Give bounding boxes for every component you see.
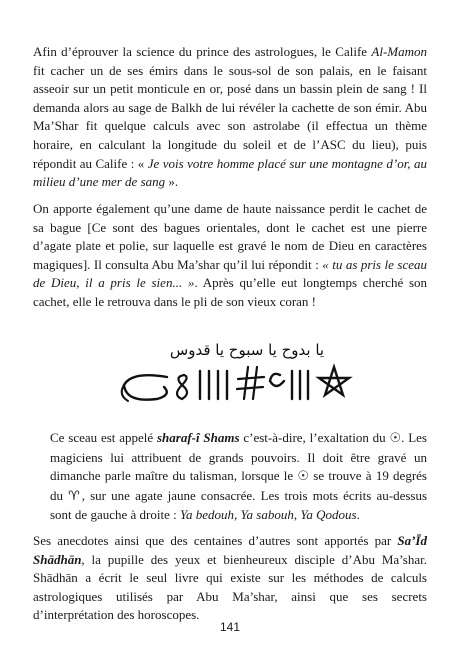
text-run: Afin d’éprouver la science du prince des astrologues, le Calife [33, 44, 372, 59]
paragraph-al-mamon-anecdote [33, 43, 427, 192]
text-run: . [356, 507, 360, 523]
page-number: 141 [219, 620, 241, 634]
italic-quote: « tu as pris le sceau de Dieu, il a pris le sien... » [33, 256, 427, 291]
text-run: . Après qu’elle eut longtemps cherché son cachet, elle le retrouva dans le pli de son vieux coran ! [33, 275, 428, 309]
sun-symbol-icon: ☉ [389, 431, 402, 446]
seal-figure [112, 337, 358, 409]
text-run: , la pupille des yeux et bienheureux disciple d’Abu Ma’shar. Shādhān a écrit le seul livre qui existe sur les méthodes de calculs astrologiques utilisés par Abu Ma’shar, ainsi que ses secrets d’interprétation des horoscopes. [33, 551, 427, 623]
text-run: , sur une agate jaune consacrée. Les trois mots écrits au-dessus sont de gauche à droite : [50, 487, 428, 523]
text-run: ». [165, 174, 179, 190]
text-run: c’est-à-dire, l’exaltation du [239, 430, 390, 445]
paragraph-sharaf-i-shams [50, 429, 427, 525]
italic-words: Ya bedouh, Ya sabouh, Ya Qodous [179, 507, 357, 523]
italic-name-al-mamon: Al-Mamon [371, 44, 427, 59]
text-run: fit cacher un de ses émirs dans le sous-sol de son palais, en le faisant asseoir sur un petit monticule en or, posé dans un bassin plein de sang ! Il demanda alors au sage de Balkh de lui révéler la cachette de son émir. Abu Ma’Shar fit quelque calculs avec son astrolabe (il effectua un thème horaire, en calculant la longitude du soleil et de l’ASC du lieu), puis répondit au Calife : « [33, 62, 427, 171]
aries-symbol-icon: ♈ [68, 488, 82, 504]
sun-symbol-icon: ☉ [297, 469, 310, 485]
arabic-inscription: يا بدوح يا سبوح يا قدوس [169, 341, 325, 359]
italic-quote: Je vois votre homme placé sur une montagne d’or, au milieu d’une mer de sang [33, 155, 428, 190]
text-run: . Les magiciens lui attribuent de grands pouvoirs. Il doit être gravé un dimanche parle maître du talisman, lorsque le [50, 430, 427, 484]
text-run: Ce sceau est appelé [50, 430, 157, 445]
paragraph-lost-seal-anecdote [33, 200, 427, 312]
paragraph-said-shadhan [33, 532, 427, 625]
text-run: On apporte également qu’une dame de haute naissance perdit le cachet de sa bague [Ce sont des bagues orientales, dont le cachet est une pierre d’agate plate et polie, sur laquelle est gravé le nom de Dieu en caractères magiques]. Il consulta Abu Ma’shar qu’il lui répondit : [33, 201, 427, 272]
bold-italic-name: Sa’Īd Shādhān [33, 533, 427, 567]
text-run: se trouve à 19 degrés du [50, 468, 427, 503]
bold-italic-term: sharaf-î Shams [156, 430, 240, 445]
text-run: Ses anecdotes ainsi que des centaines d’autres sont apportés par [33, 533, 398, 548]
